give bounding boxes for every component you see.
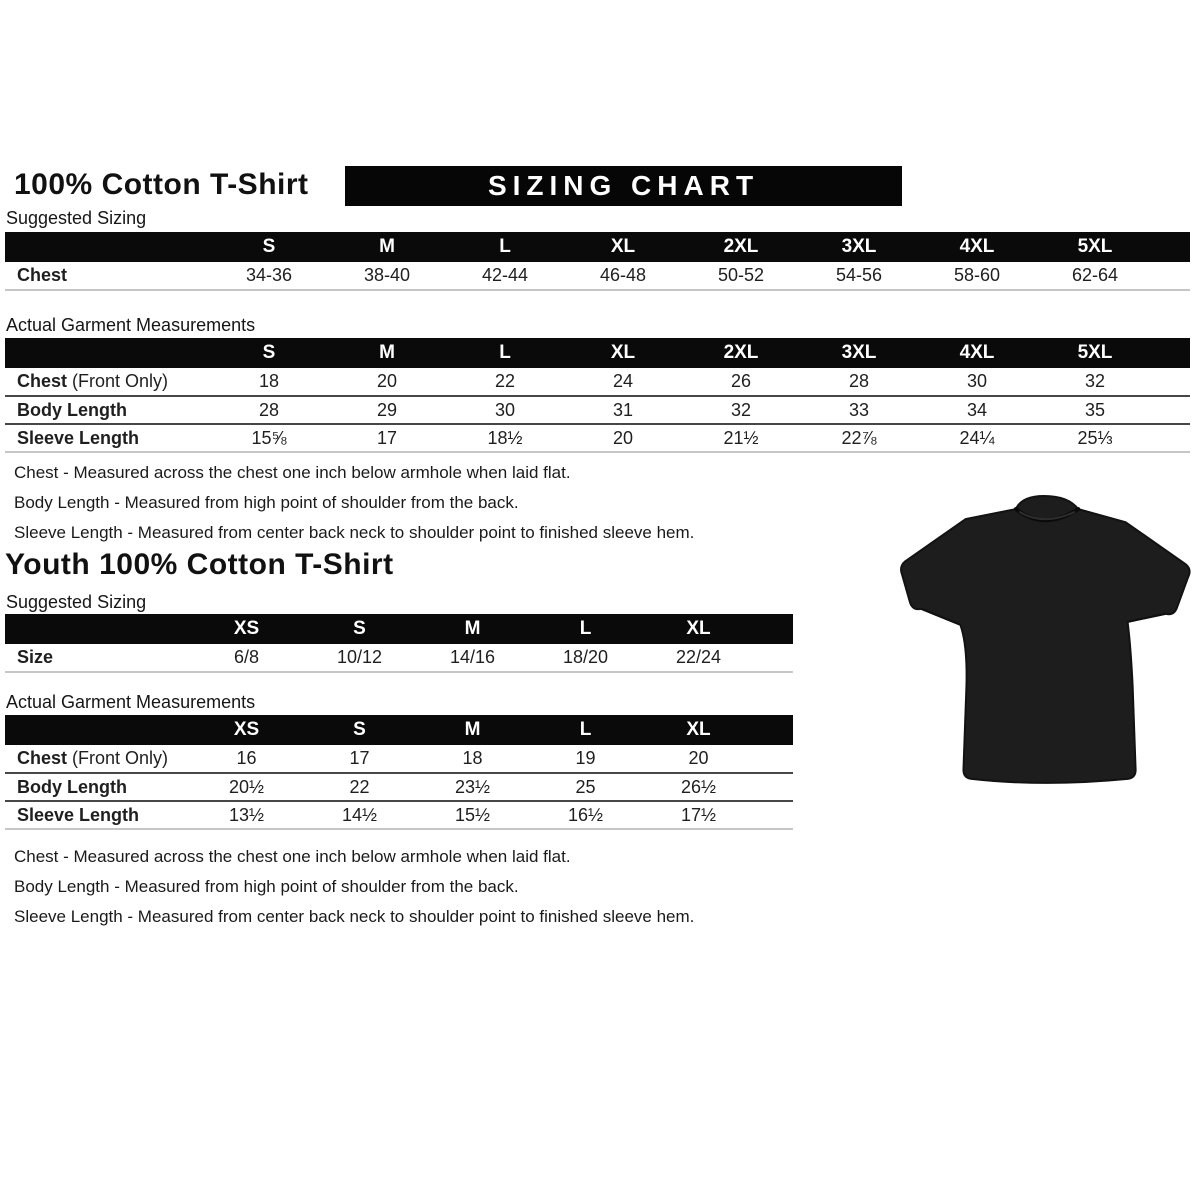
size-col-header: XL: [564, 232, 682, 262]
table-row: [5, 396, 1190, 424]
size-col-header: M: [328, 338, 446, 368]
tshirt-image: [893, 476, 1195, 814]
size-col-header: L: [446, 338, 564, 368]
size-col-header: 2XL: [682, 232, 800, 262]
youth-suggested-header-row: [5, 614, 793, 644]
youth-title: Youth 100% Cotton T-Shirt: [5, 548, 394, 581]
cell: 58-60: [953, 265, 1001, 285]
cell: 62-64: [1071, 265, 1119, 285]
table-row: [5, 424, 1190, 452]
row-label: [5, 262, 210, 290]
size-col-header: 2XL: [682, 338, 800, 368]
cell: 19: [575, 748, 596, 768]
cell-spacer: [755, 644, 793, 672]
size-col-header: S: [210, 232, 328, 262]
row-label-suffix: (Front Only): [67, 748, 169, 768]
header-spacer: [1154, 338, 1190, 368]
cell: 30: [494, 399, 516, 420]
adult-notes: [14, 458, 694, 548]
cell: 34-36: [245, 265, 293, 285]
cell: 34: [966, 399, 988, 420]
note-line: Chest - Measured across the chest one inch below armhole when laid flat.: [14, 847, 571, 866]
row-label: [5, 368, 210, 396]
size-col-header: 5XL: [1036, 232, 1154, 262]
youth-notes: [14, 842, 694, 932]
header-spacer: [5, 232, 210, 262]
cell-spacer: [755, 801, 793, 829]
size-col-header: M: [416, 715, 529, 745]
table-row: [5, 262, 1190, 290]
table-row: [5, 644, 793, 672]
cell-spacer: [1154, 368, 1190, 396]
size-col-header: XL: [642, 614, 755, 644]
youth-suggested-table: [5, 614, 793, 673]
cell: 21½: [723, 427, 759, 448]
note-line: Chest - Measured across the chest one inch below armhole when laid flat.: [14, 463, 571, 482]
cell: 25⅓: [1077, 427, 1113, 448]
size-col-header: XS: [190, 614, 303, 644]
row-label: [5, 644, 190, 672]
size-col-header: 3XL: [800, 232, 918, 262]
cell: 46-48: [599, 265, 647, 285]
cell: 24¼: [959, 427, 995, 448]
cell: 30: [966, 371, 988, 391]
cell: 25: [575, 776, 596, 797]
cell: 28: [848, 371, 870, 391]
size-col-header: M: [416, 614, 529, 644]
cell: 26½: [680, 776, 717, 797]
size-col-header: 3XL: [800, 338, 918, 368]
size-col-header: S: [210, 338, 328, 368]
row-label-text: Chest: [17, 265, 68, 285]
cell-spacer: [755, 773, 793, 801]
size-col-header: S: [303, 715, 416, 745]
youth-actual-label: Actual Garment Measurements: [6, 692, 256, 712]
header-spacer: [5, 614, 190, 644]
adult-title: 100% Cotton T-Shirt: [14, 168, 309, 201]
row-label-suffix: (Front Only): [67, 371, 169, 391]
size-col-header: S: [303, 614, 416, 644]
row-label-text: Size: [17, 647, 54, 667]
cell: 17½: [680, 804, 717, 825]
cell: 35: [1084, 399, 1106, 420]
cell-spacer: [1154, 262, 1190, 290]
cell: 24: [612, 371, 634, 391]
youth-actual-header-row: [5, 715, 793, 745]
adult-suggested-header-row: [5, 232, 1190, 262]
cell: 20½: [228, 776, 265, 797]
cell-spacer: [1154, 396, 1190, 424]
cell-spacer: [755, 745, 793, 773]
table-row: [5, 801, 793, 829]
cell: 31: [612, 399, 634, 420]
size-col-header: 4XL: [918, 338, 1036, 368]
row-label: [5, 745, 190, 773]
cell: 10/12: [336, 647, 383, 667]
row-label-text: Chest: [17, 371, 68, 391]
adult-actual-header-row: [5, 338, 1190, 368]
size-col-header: L: [529, 614, 642, 644]
cell: 28: [258, 399, 280, 420]
row-label-text: Sleeve Length: [17, 804, 140, 825]
sizing-chart-banner-label: SIZING CHART: [487, 170, 760, 201]
header-spacer: [755, 715, 793, 745]
cell: 18: [258, 371, 280, 391]
cell: 22/24: [675, 647, 722, 667]
cell: 14/16: [449, 647, 496, 667]
note-line: Body Length - Measured from high point of shoulder from the back.: [14, 493, 519, 512]
cell: 17: [376, 427, 398, 448]
cell: 32: [730, 399, 752, 420]
note-line: Sleeve Length - Measured from center back neck to shoulder point to finished sleeve hem.: [14, 523, 695, 542]
note-line: Body Length - Measured from high point of shoulder from the back.: [14, 877, 519, 896]
size-col-header: XS: [190, 715, 303, 745]
cell: 16: [236, 748, 257, 768]
youth-actual-table: [5, 715, 793, 830]
row-label: [5, 773, 190, 801]
row-label: [5, 801, 190, 829]
cell: 13½: [228, 804, 265, 825]
adult-actual-label: Actual Garment Measurements: [6, 315, 256, 335]
cell: 42-44: [481, 265, 529, 285]
cell: 32: [1084, 371, 1106, 391]
cell: 50-52: [717, 265, 765, 285]
sizing-chart-banner: [345, 166, 902, 206]
cell-spacer: [1154, 424, 1190, 452]
cell: 16½: [567, 804, 604, 825]
table-row: [5, 773, 793, 801]
table-row: [5, 745, 793, 773]
row-label-text: Sleeve Length: [17, 427, 140, 448]
cell: 22⅞: [841, 427, 877, 448]
cell: 17: [349, 748, 370, 768]
cell: 18½: [487, 427, 523, 448]
header-spacer: [5, 338, 210, 368]
cell: 18: [462, 748, 483, 768]
note-line: Sleeve Length - Measured from center back neck to shoulder point to finished sleeve hem.: [14, 907, 695, 926]
size-col-header: L: [446, 232, 564, 262]
adult-actual-table: [5, 338, 1190, 453]
adult-suggested-label: Suggested Sizing: [6, 208, 147, 228]
cell: 20: [612, 427, 634, 448]
cell: 54-56: [835, 265, 883, 285]
cell: 6/8: [233, 647, 260, 667]
row-label-text: Chest: [17, 748, 68, 768]
header-spacer: [5, 715, 190, 745]
cell: 18/20: [562, 647, 609, 667]
cell: 33: [848, 399, 870, 420]
size-col-header: XL: [642, 715, 755, 745]
size-col-header: M: [328, 232, 446, 262]
cell: 15⅝: [251, 427, 287, 448]
row-label: [5, 396, 210, 424]
adult-suggested-table: [5, 232, 1190, 291]
cell: 22: [494, 371, 516, 391]
cell: 22: [349, 776, 370, 797]
cell: 23½: [454, 776, 491, 797]
size-col-header: L: [529, 715, 642, 745]
cell: 20: [688, 748, 709, 768]
cell: 26: [730, 371, 752, 391]
size-col-header: 5XL: [1036, 338, 1154, 368]
cell: 29: [376, 399, 398, 420]
table-row: [5, 368, 1190, 396]
cell: 38-40: [363, 265, 411, 285]
size-col-header: 4XL: [918, 232, 1036, 262]
row-label-text: Body Length: [17, 399, 127, 420]
cell: 20: [376, 371, 398, 391]
header-spacer: [1154, 232, 1190, 262]
cell: 15½: [454, 804, 491, 825]
cell: 14½: [341, 804, 378, 825]
row-label: [5, 424, 210, 452]
row-label-text: Body Length: [17, 776, 127, 797]
size-col-header: XL: [564, 338, 682, 368]
header-spacer: [755, 614, 793, 644]
youth-suggested-label: Suggested Sizing: [6, 592, 147, 612]
